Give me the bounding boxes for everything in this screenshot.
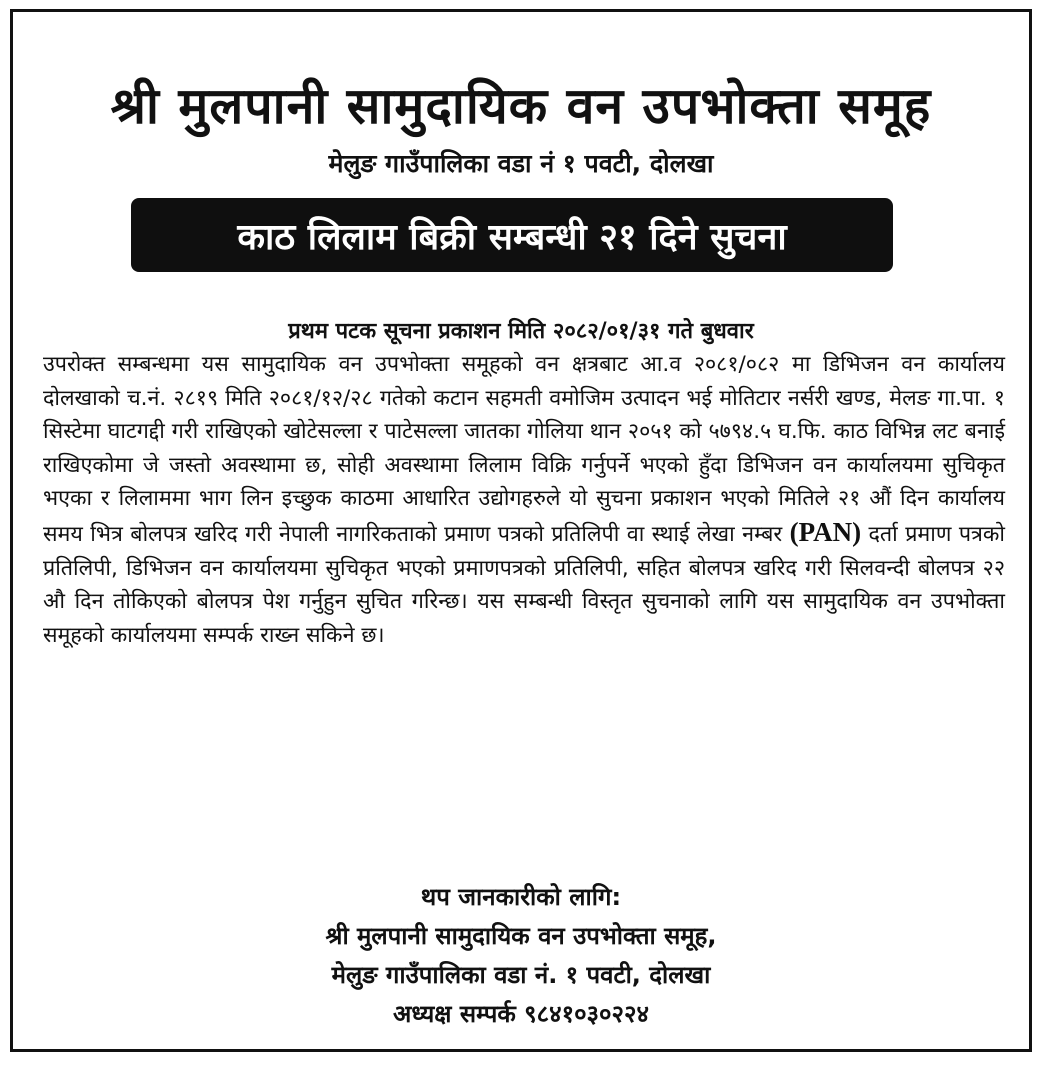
- footer-heading: थप जानकारीको लागि:: [420, 883, 622, 911]
- footer-organization: श्री मुलपानी सामुदायिक वन उपभोक्ता समूह,: [325, 922, 717, 950]
- pan-label: (PAN): [789, 516, 862, 547]
- publication-date: प्रथम पटक सूचना प्रकाशन मिति २०८२/०१/३१ गते बुधवार: [288, 319, 754, 344]
- notice-frame: [10, 9, 1032, 1052]
- body-text-part-1: उपरोक्त सम्बन्धमा यस सामुदायिक वन उपभोक्ता समूहको वन क्षत्रबाट आ.व २०८१/०८२ मा डिभिजन वन कार्यालय दोलखाको च.नं. २८१९ मिति २०८१/१२/२८ गतेको कटान सहमती वमोजिम उत्पादन भई मोतिटार नर्सरी खण्ड, मेलङ गा.पा. १ सिस्टेमा घाटगद्दी गरी राखिएको खोटेसल्ला र पाटेसल्ला जातका गोलिया थान २०५१ को ५७९४.५ घ.फि. काठ विभिन्न लट बनाई राखिएकोमा जे जस्तो अवस्थामा छ, सोही अवस्थामा लिलाम विक्रि गर्नुपर्ने भएको हुँदा डिभिजन वन कार्यालयमा सुचिकृत भएका र लिलाममा भाग लिन इच्छुक काठमा आधारित उद्योगहरुले यो सुचना प्रकाशन भएको मितिले २१ औं दिन कार्यालय समय भित्र बोलपत्र खरिद गरी नेपाली नागरिकताको प्रमाण पत्रको प्रतिलिपी वा स्थाई लेखा नम्बर: [43, 352, 1005, 547]
- organization-title: श्री मुलपानी सामुदायिक वन उपभोक्ता समूह: [110, 77, 932, 135]
- notice-body: [43, 348, 1005, 652]
- contact-footer: [13, 878, 1029, 1034]
- body-text-part-2: दर्ता प्रमाण पत्रको प्रतिलिपी, डिभिजन वन कार्यालयमा सुचिकृत भएको प्रमाणपत्रको प्रतिलिपी, सहित बोलपत्र खरिद गरी सिलवन्दी बोलपत्र २२ औ दिन तोकिएको बोलपत्र पेश गर्नुहुन सुचित गरिन्छ। यस सम्बन्धी विस्तृत सुचनाको लागि यस सामुदायिक वन उपभोक्ता समूहको कार्यालयमा सम्पर्क राख्न सकिने छ।: [43, 521, 1005, 648]
- notice-title-banner: [131, 198, 893, 272]
- organization-address: मेलुङ गाउँपालिका वडा नं १ पवटी, दोलखा: [328, 149, 714, 178]
- notice-title: काठ लिलाम बिक्री सम्बन्धी २१ दिने सुचना: [237, 216, 787, 258]
- footer-address: मेलुङ गाउँपालिका वडा नं. १ पवटी, दोलखा: [331, 961, 711, 989]
- footer-contact: अध्यक्ष सम्पर्क ९८४१०३०२२४: [393, 1000, 649, 1028]
